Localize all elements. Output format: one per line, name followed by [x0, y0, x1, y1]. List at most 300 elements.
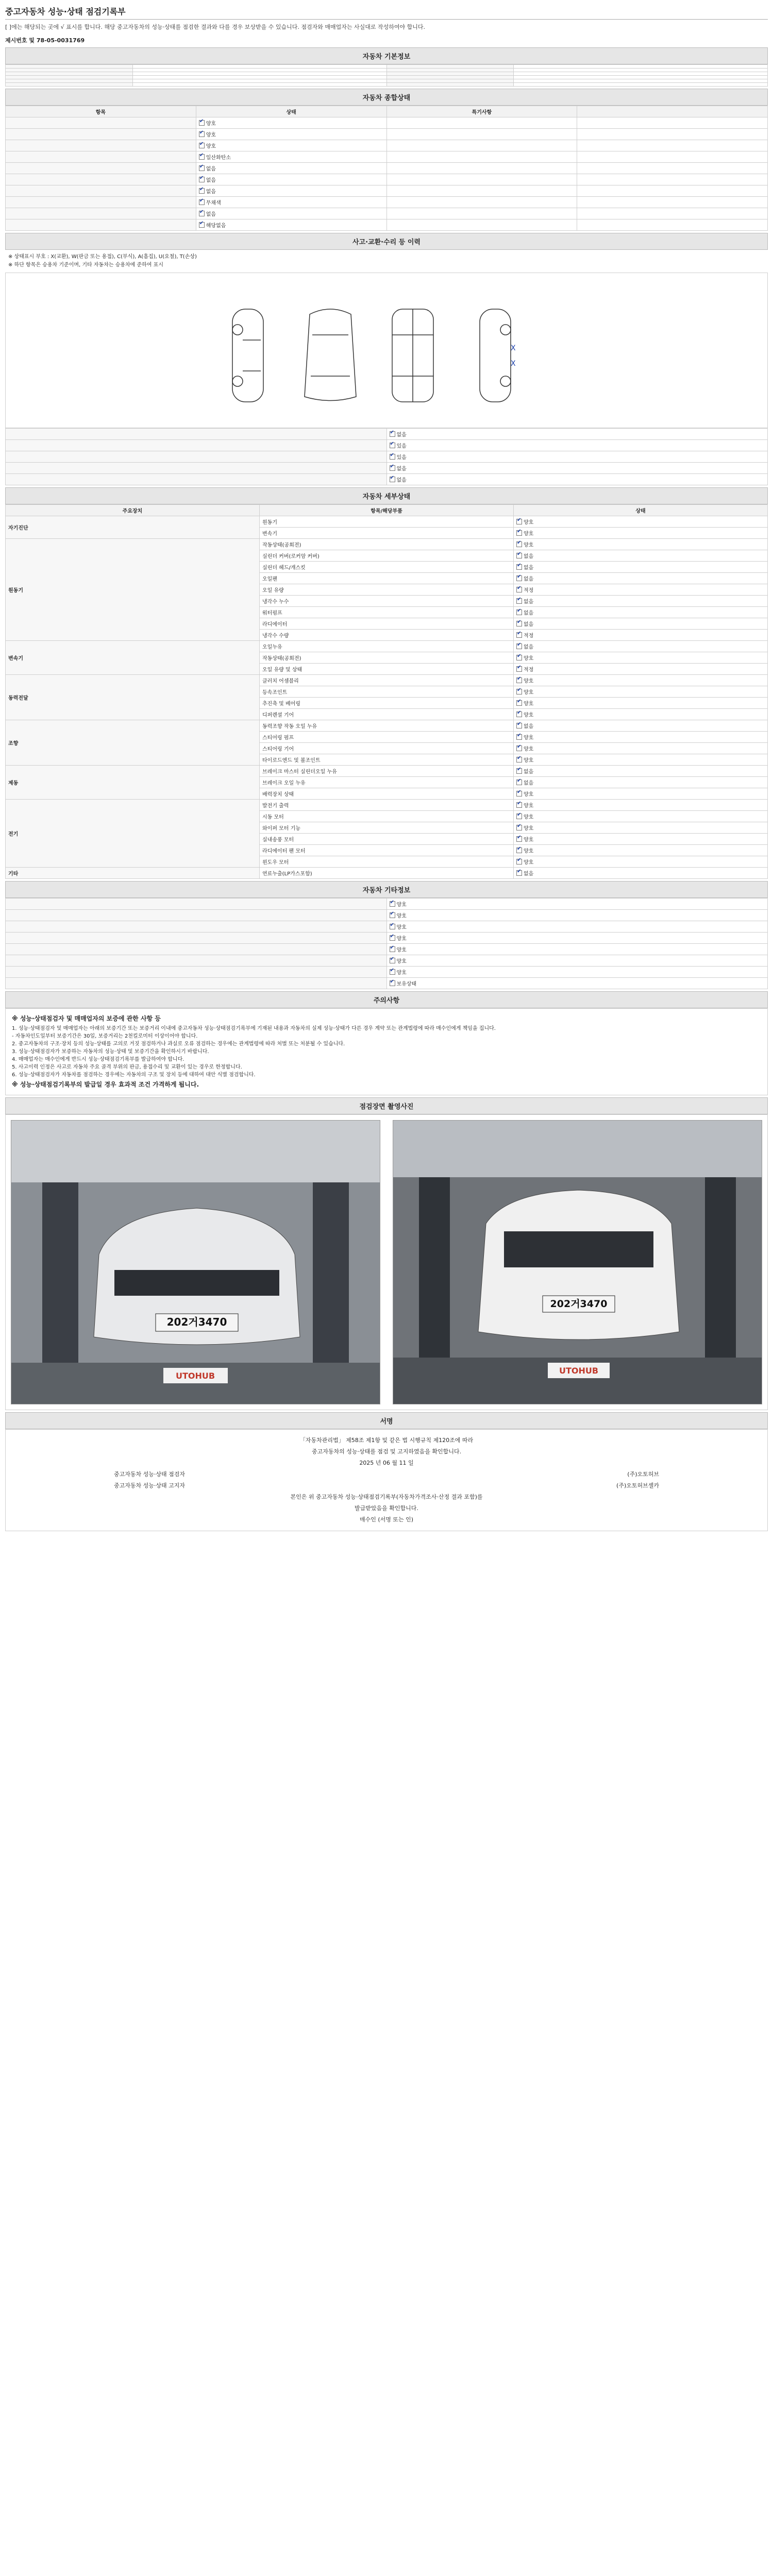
checkbox-option: ✔없음: [390, 430, 407, 438]
section-sign: 서명: [5, 1412, 768, 1429]
row-value: [386, 955, 768, 967]
item-name: 시동 모터: [260, 811, 514, 822]
item-name: 변속기: [260, 528, 514, 539]
row-note: [386, 174, 577, 185]
item-name: 원동기: [260, 516, 514, 528]
checkbox-option: ✔ 적정: [516, 665, 533, 673]
row-value: [386, 978, 768, 989]
mark-x-2: X: [511, 360, 516, 368]
item-name: 오일 유량: [260, 584, 514, 596]
checkbox-option: ✔양호: [390, 900, 407, 908]
table-row: [6, 208, 768, 219]
row-value: [386, 429, 768, 440]
row-label: [386, 76, 514, 79]
checkbox-option: ✔없음: [390, 464, 407, 472]
table-row: [6, 151, 768, 163]
checked-box-icon: [516, 553, 522, 558]
row-value: [386, 899, 768, 910]
checkbox-option: ✔양호: [390, 968, 407, 976]
checked-box-icon: [199, 154, 205, 160]
checked-box-icon: [199, 222, 205, 228]
car-diagram: [5, 273, 768, 428]
row-label: [386, 79, 514, 83]
seller-name: (주)오토허브셀카: [616, 1482, 659, 1489]
item-name: 브레이크 마스터 실린더오일 누유: [260, 766, 514, 777]
checked-box-icon: [516, 564, 522, 570]
table-row: [6, 800, 768, 811]
row-label: [6, 910, 387, 921]
row-item: [6, 129, 196, 140]
checkbox-option: ✔ 양호: [516, 733, 533, 741]
checkbox-option: ✔양호: [199, 130, 216, 138]
row-label: [6, 429, 387, 440]
checkbox-option: ✔양호: [199, 142, 216, 149]
table-row: [6, 766, 768, 777]
receive-line-2: 발급받았음을 확인합니다.: [355, 1505, 418, 1512]
item-state: [514, 868, 768, 879]
checkbox-option: ✔ 양호: [516, 540, 533, 548]
photo-rear: [393, 1120, 762, 1404]
row-item: [6, 151, 196, 163]
checkbox-option: ✔있음: [390, 453, 407, 461]
row-note: [386, 151, 577, 163]
sign-date: 2025 년 06 월 11 일: [359, 1460, 414, 1466]
column-header: 상태: [514, 505, 768, 516]
table-row: [6, 79, 768, 83]
row-note: [386, 163, 577, 174]
row-value: [514, 72, 768, 76]
row-label: [386, 72, 514, 76]
checked-box-icon: [390, 431, 395, 437]
detail-table: [5, 504, 768, 879]
table-row: [6, 899, 768, 910]
legend-line-2: ※ 하단 항목은 승용차 기준이며, 기타 자동차는 승용차에 준하여 표시: [8, 262, 163, 268]
brand-sign-front: UTOHUB: [175, 1371, 215, 1381]
item-name: 라디에이터: [260, 618, 514, 630]
item-state: [514, 766, 768, 777]
photo-front: [11, 1120, 380, 1404]
sign-line-2: 중고자동차의 성능·상태를 점검 및 고지하였음을 확인합니다.: [311, 1448, 462, 1455]
car-left-side-icon: [232, 309, 263, 402]
row-state: [196, 185, 386, 197]
checkbox-option: ✔ 없음: [516, 620, 533, 628]
checked-box-icon: [516, 779, 522, 785]
checked-box-icon: [516, 768, 522, 774]
notes-block: [5, 1008, 768, 1095]
item-state: [514, 743, 768, 754]
item-name: 동력조향 작동 오일 누유: [260, 720, 514, 732]
checkbox-option: ✔ 없음: [516, 597, 533, 605]
row-label: [6, 65, 133, 69]
row-note: [386, 197, 577, 208]
item-name: 작동상태(공회전): [260, 539, 514, 550]
plate-front: 202거3470: [166, 1316, 227, 1328]
row-value: [577, 151, 768, 163]
table-row: [6, 516, 768, 528]
checked-box-icon: [516, 655, 522, 660]
row-label: [6, 440, 387, 451]
checkbox-option: ✔ 없음: [516, 642, 533, 650]
item-name: 와이퍼 모터 기능: [260, 822, 514, 834]
row-value: [514, 65, 768, 69]
checked-box-icon: [516, 666, 522, 672]
serial-line: [5, 36, 768, 44]
checked-box-icon: [199, 177, 205, 182]
car-outline-diagram: [222, 304, 552, 407]
row-label: [6, 944, 387, 955]
checked-box-icon: [516, 825, 522, 831]
table-row: [6, 197, 768, 208]
column-header: 항목/해당부품: [260, 505, 514, 516]
checked-box-icon: [516, 689, 522, 694]
row-label: [6, 899, 387, 910]
serial-number: 78-05-0031769: [36, 37, 85, 44]
inspector-name: (주)오토허브: [627, 1471, 659, 1478]
checkbox-option: ✔ 양호: [516, 676, 533, 684]
checkbox-option: ✔ 양호: [516, 858, 533, 866]
row-item: [6, 197, 196, 208]
checked-box-icon: [390, 958, 395, 963]
sign-inspector-row: [11, 1469, 762, 1480]
item-state: [514, 641, 768, 652]
table-row: [6, 72, 768, 76]
row-value: [577, 117, 768, 129]
section-other: 자동차 기타정보: [5, 881, 768, 898]
checkbox-option: ✔ 양호: [516, 824, 533, 832]
column-header: 특기사항: [386, 106, 577, 117]
row-value: [577, 140, 768, 151]
table-row: [6, 440, 768, 451]
checkbox-option: ✔ 없음: [516, 552, 533, 560]
car-frame-icon: [392, 309, 433, 402]
section-general: 자동차 종합상태: [5, 89, 768, 106]
checked-box-icon: [516, 791, 522, 796]
plate-rear: 202거3470: [550, 1298, 608, 1310]
row-state: [196, 197, 386, 208]
checkbox-option: ✔해당없음: [199, 221, 226, 229]
table-row: [6, 474, 768, 485]
checked-box-icon: [390, 465, 395, 471]
table-row: [6, 978, 768, 989]
checked-box-icon: [516, 700, 522, 706]
row-label: [6, 76, 133, 79]
row-value: [577, 163, 768, 174]
checked-box-icon: [516, 802, 522, 808]
checked-box-icon: [199, 120, 205, 126]
car-front-top-icon: [305, 309, 356, 401]
item-name: 배력장치 상태: [260, 788, 514, 800]
table-row: [6, 140, 768, 151]
row-label: [6, 474, 387, 485]
item-state: [514, 664, 768, 675]
checkbox-option: ✔ 양호: [516, 699, 533, 707]
group-name: 자기진단: [6, 516, 260, 539]
checkbox-option: ✔양호: [390, 957, 407, 964]
item-state: [514, 686, 768, 698]
checked-box-icon: [516, 609, 522, 615]
row-value: [386, 944, 768, 955]
row-value: [577, 219, 768, 231]
checkbox-option: ✔ 양호: [516, 835, 533, 843]
general-table: [5, 106, 768, 231]
checkbox-option: ✔ 양호: [516, 710, 533, 718]
table-row: [6, 83, 768, 87]
row-value: [386, 933, 768, 944]
item-state: [514, 516, 768, 528]
checked-box-icon: [516, 745, 522, 751]
table-row: [6, 641, 768, 652]
item-name: 발전기 출력: [260, 800, 514, 811]
item-state: [514, 777, 768, 788]
checkbox-option: ✔ 양호: [516, 846, 533, 854]
checked-box-icon: [199, 211, 205, 216]
item-name: 타이로드엔드 및 볼조인트: [260, 754, 514, 766]
row-value: [386, 921, 768, 933]
column-header: [577, 106, 768, 117]
row-item: [6, 219, 196, 231]
document: [5, 5, 768, 1531]
item-name: 실린더 헤드/개스킷: [260, 562, 514, 573]
row-item: [6, 163, 196, 174]
checkbox-option: ✔없음: [199, 164, 216, 172]
row-value: [577, 185, 768, 197]
row-value: [577, 129, 768, 140]
row-state: [196, 208, 386, 219]
sign-line-1: 「자동차관리법」 제58조 제1항 및 같은 법 시행규칙 제120조에 따라: [299, 1437, 474, 1444]
row-value: [577, 208, 768, 219]
row-item: [6, 140, 196, 151]
row-item: [6, 208, 196, 219]
checked-box-icon: [390, 924, 395, 929]
row-value: [577, 197, 768, 208]
checked-box-icon: [516, 734, 522, 740]
group-name: 전기: [6, 800, 260, 868]
checked-box-icon: [516, 859, 522, 865]
table-row: [6, 219, 768, 231]
checked-box-icon: [516, 757, 522, 762]
row-note: [386, 140, 577, 151]
row-item: [6, 185, 196, 197]
checked-box-icon: [516, 632, 522, 638]
serial-label: 제시번호 및: [5, 37, 35, 44]
checked-box-icon: [199, 199, 205, 205]
checkbox-option: ✔없음: [390, 476, 407, 483]
checked-box-icon: [516, 870, 522, 876]
note-line: 4. 매매업자는 매수인에게 반드시 성능·상태점검기록부를 발급하여야 합니다.: [12, 1057, 184, 1062]
row-value: [577, 174, 768, 185]
checked-box-icon: [390, 935, 395, 941]
row-value: [514, 83, 768, 87]
group-name: 제동: [6, 766, 260, 800]
checkbox-option: ✔보유상태: [390, 979, 417, 987]
item-state: [514, 788, 768, 800]
row-label: [6, 463, 387, 474]
table-row: [6, 429, 768, 440]
row-state: [196, 129, 386, 140]
item-name: 실내송풍 모터: [260, 834, 514, 845]
checkbox-option: ✔없음: [199, 210, 216, 217]
checkbox-option: ✔ 적정: [516, 586, 533, 594]
table-row: [6, 76, 768, 79]
accident-legend: [5, 250, 768, 273]
row-value: [386, 463, 768, 474]
row-item: [6, 174, 196, 185]
row-note: [386, 185, 577, 197]
row-value: [386, 440, 768, 451]
checked-box-icon: [390, 443, 395, 448]
checkbox-option: ✔ 양호: [516, 744, 533, 752]
item-name: 오일 유량 및 상태: [260, 664, 514, 675]
row-note: [386, 129, 577, 140]
row-label: [6, 72, 133, 76]
checked-box-icon: [516, 836, 522, 842]
checked-box-icon: [199, 188, 205, 194]
top-notice: [ ]에는 해당되는 곳에 √ 표시를 합니다. 해당 중고자동차의 성능·상태를 점검한 결과와 다를 경우 보상받을 수 있습니다. 점검자와 매매업자는 사실대로 작성하여야 합니다.: [5, 24, 425, 30]
row-value: [132, 83, 386, 87]
checked-box-icon: [516, 621, 522, 626]
item-state: [514, 698, 768, 709]
item-state: [514, 856, 768, 868]
table-row: [6, 65, 768, 69]
accident-table: [5, 428, 768, 485]
row-value: [514, 76, 768, 79]
table-row: [6, 955, 768, 967]
table-row: [6, 868, 768, 879]
row-note: [386, 117, 577, 129]
section-detail: 자동차 세부상태: [5, 487, 768, 504]
item-state: [514, 754, 768, 766]
checkbox-option: ✔양호: [199, 119, 216, 127]
checked-box-icon: [199, 143, 205, 148]
item-name: 오일누유: [260, 641, 514, 652]
row-label: [6, 978, 387, 989]
checkbox-option: ✔ 적정: [516, 631, 533, 639]
note-line: 5. 사고이력 인정은 사고로 자동차 주요 골격 부위의 판금, 용접수리 및 교환이 있는 경우로 한정합니다.: [12, 1064, 242, 1070]
row-value: [132, 72, 386, 76]
row-label: [6, 967, 387, 978]
item-state: [514, 596, 768, 607]
row-note: [386, 219, 577, 231]
item-state: [514, 630, 768, 641]
row-label: [6, 451, 387, 463]
checkbox-option: ✔양호: [390, 945, 407, 953]
row-state: [196, 174, 386, 185]
checked-box-icon: [390, 980, 395, 986]
table-row: [6, 185, 768, 197]
checkbox-option: ✔ 양호: [516, 756, 533, 764]
checkbox-option: ✔양호: [390, 923, 407, 930]
row-label: [386, 69, 514, 72]
car-right-side-icon: [480, 309, 511, 402]
checked-box-icon: [390, 454, 395, 460]
item-name: 냉각수 수량: [260, 630, 514, 641]
notes-warn-title: ※ 성능·상태점검자 및 매매업자의 보증에 관한 사항 등: [12, 1015, 161, 1022]
checked-box-icon: [390, 912, 395, 918]
group-name: 동력전달: [6, 675, 260, 720]
row-value: [132, 76, 386, 79]
item-name: 클러치 어셈블리: [260, 675, 514, 686]
checked-box-icon: [199, 165, 205, 171]
checked-box-icon: [199, 131, 205, 137]
checked-box-icon: [390, 969, 395, 975]
checkbox-option: ✔ 양호: [516, 812, 533, 820]
item-state: [514, 834, 768, 845]
table-row: [6, 933, 768, 944]
row-label: [6, 79, 133, 83]
item-state: [514, 607, 768, 618]
checked-box-icon: [516, 677, 522, 683]
row-value: [514, 69, 768, 72]
checkbox-option: ✔있음: [390, 442, 407, 449]
row-label: [386, 83, 514, 87]
column-header: 주요장치: [6, 505, 260, 516]
row-state: [196, 163, 386, 174]
group-name: 원동기: [6, 539, 260, 641]
group-name: 기타: [6, 868, 260, 879]
table-row: [6, 117, 768, 129]
row-label: [6, 69, 133, 72]
row-state: [196, 140, 386, 151]
item-name: 추진축 및 베어링: [260, 698, 514, 709]
column-header: 항목: [6, 106, 196, 117]
checked-box-icon: [390, 477, 395, 482]
table-row: [6, 910, 768, 921]
table-row: [6, 69, 768, 72]
note-line: 2. 중고자동차의 구조·장치 등의 성능·상태를 고의로 거짓 점검하거나 과실로 오류 점검하는 경우에는 관계법령에 따라 처벌 또는 처분될 수 있습니다.: [12, 1041, 345, 1047]
item-state: [514, 675, 768, 686]
notes-footer: ※ 성능·상태점검기록부의 발급일 경우 효과적 조건 가격하게 됩니다.: [12, 1081, 199, 1088]
item-name: 윈도우 모터: [260, 856, 514, 868]
table-row: [6, 163, 768, 174]
note-line: 6. 성능·상태점검자가 자동차를 점검하는 경우에는 자동차의 구조 및 장치 등에 대하여 대안 식별 점검합니다.: [12, 1072, 256, 1078]
row-state: [196, 117, 386, 129]
checkbox-option: ✔없음: [199, 176, 216, 183]
item-name: 라디에이터 팬 모터: [260, 845, 514, 856]
note-line: 3. 성능·상태점검자가 보증하는 자동차의 성능·상태 및 보증기간을 확인하시기 바랍니다.: [12, 1049, 209, 1055]
checked-box-icon: [390, 946, 395, 952]
brand-sign-rear: UTOHUB: [559, 1366, 599, 1376]
checkbox-option: ✔ 없음: [516, 722, 533, 730]
checkbox-option: ✔ 없음: [516, 778, 533, 786]
checkbox-option: ✔일산화탄소: [199, 153, 231, 161]
item-name: 냉각수 누수: [260, 596, 514, 607]
item-name: 스티어링 펌프: [260, 732, 514, 743]
legend-line-1: ※ 상태표시 부호 : X(교환), W(판금 또는 용접), C(부식), A(흠집), U(요철), T(손상): [8, 254, 197, 260]
item-state: [514, 732, 768, 743]
note-line: 1. 성능·상태점검자 및 매매업자는 아래의 보증기간 또는 보증거리 이내에 중고자동차 성능·상태점검기록부에 기재된 내용과 자동차의 실제 성능·상태가 다른 경우 계약 또는 관계법령에 따라 매수인에게 책임을 집니다.: [12, 1026, 496, 1031]
item-state: [514, 720, 768, 732]
checkbox-option: ✔ 양호: [516, 801, 533, 809]
row-label: [386, 65, 514, 69]
item-state: [514, 652, 768, 664]
item-name: 등속조인트: [260, 686, 514, 698]
item-name: 스티어링 기어: [260, 743, 514, 754]
checkbox-option: ✔ 양호: [516, 654, 533, 662]
checkbox-option: ✔ 없음: [516, 608, 533, 616]
row-value: [132, 65, 386, 69]
item-name: 오일팬: [260, 573, 514, 584]
item-state: [514, 822, 768, 834]
checkbox-option: ✔없음: [199, 187, 216, 195]
checkbox-option: ✔양호: [390, 911, 407, 919]
note-line: - 자동차인도일부터 보증기간은 30일, 보증거리는 2천킬로미터 이상이어야 합니다.: [12, 1033, 198, 1039]
checked-box-icon: [516, 723, 522, 728]
row-value: [132, 69, 386, 72]
table-row: [6, 174, 768, 185]
checked-box-icon: [516, 814, 522, 819]
row-value: [386, 451, 768, 463]
group-name: 조향: [6, 720, 260, 766]
